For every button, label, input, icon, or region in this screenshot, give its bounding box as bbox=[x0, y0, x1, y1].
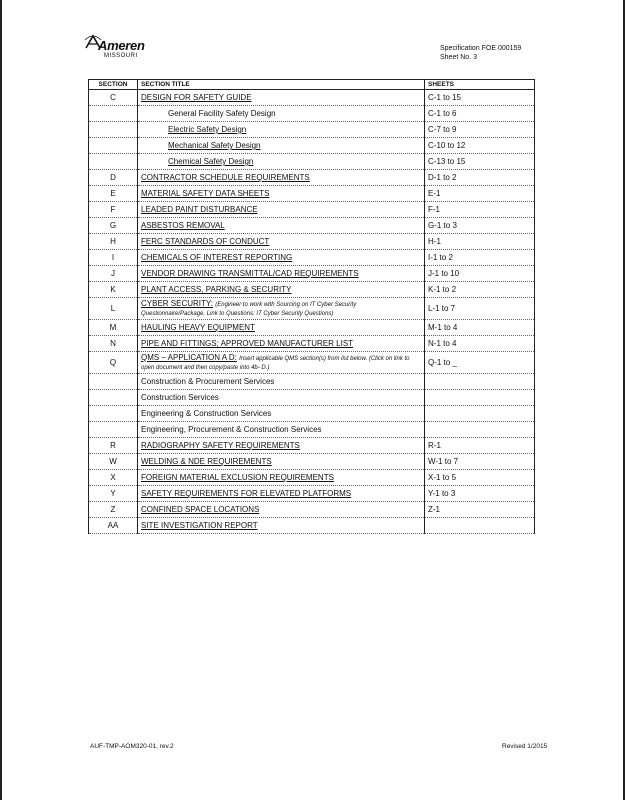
row-sheets: I-1 to 2 bbox=[425, 250, 535, 266]
header-sheets: SHEETS bbox=[425, 80, 535, 90]
row-section: AA bbox=[89, 518, 138, 534]
row-section: X bbox=[89, 470, 138, 486]
row-sheets: H-1 bbox=[425, 234, 535, 250]
row-title-link[interactable]: Construction Services bbox=[138, 390, 425, 406]
footer-form-id: AUF-TMP-AOM320-01, rev.2 bbox=[90, 743, 174, 750]
table-row bbox=[89, 298, 535, 320]
row-section: C bbox=[89, 90, 138, 106]
table-row bbox=[89, 218, 535, 234]
row-sheets: K-1 to 2 bbox=[425, 282, 535, 298]
row-title-link[interactable]: CHEMICALS OF INTEREST REPORTING bbox=[138, 250, 425, 266]
row-section bbox=[89, 106, 138, 122]
table-row bbox=[89, 320, 535, 336]
table-row bbox=[89, 374, 535, 390]
row-sheets: G-1 to 3 bbox=[425, 218, 535, 234]
row-section: I bbox=[89, 250, 138, 266]
row-section: M bbox=[89, 320, 138, 336]
row-section: F bbox=[89, 202, 138, 218]
row-title-link[interactable]: CONTRACTOR SCHEDULE REQUIREMENTS bbox=[138, 170, 425, 186]
table-row bbox=[89, 352, 535, 374]
row-sheets: L-1 to 7 bbox=[425, 298, 535, 320]
row-section: R bbox=[89, 438, 138, 454]
row-title-link[interactable]: MATERIAL SAFETY DATA SHEETS bbox=[138, 186, 425, 202]
row-title-link[interactable]: ASBESTOS REMOVAL bbox=[138, 218, 425, 234]
row-sheets: C-1 to 15 bbox=[425, 90, 535, 106]
table-row bbox=[89, 454, 535, 470]
logo-sub: MISSOURI bbox=[104, 53, 138, 59]
row-title-link[interactable]: RADIOGRAPHY SAFETY REQUIREMENTS bbox=[138, 438, 425, 454]
row-section bbox=[89, 422, 138, 438]
row-section: E bbox=[89, 186, 138, 202]
table-row bbox=[89, 122, 535, 138]
row-sheets bbox=[425, 422, 535, 438]
row-sheets: W-1 to 7 bbox=[425, 454, 535, 470]
row-sheets: Z-1 bbox=[425, 502, 535, 518]
table-row bbox=[89, 90, 535, 106]
table-row bbox=[89, 390, 535, 406]
row-section: K bbox=[89, 282, 138, 298]
row-title-link[interactable]: HAULING HEAVY EQUIPMENT bbox=[138, 320, 425, 336]
row-sheets: C-10 to 12 bbox=[425, 138, 535, 154]
logo-name: Ameren bbox=[98, 38, 145, 53]
row-title-link[interactable]: DESIGN FOR SAFETY GUIDE bbox=[138, 90, 425, 106]
row-section: N bbox=[89, 336, 138, 352]
row-sheets bbox=[425, 390, 535, 406]
row-sheets bbox=[425, 374, 535, 390]
row-sheets: F-1 bbox=[425, 202, 535, 218]
sheet-label: Sheet No. 3 bbox=[440, 54, 477, 61]
table-row bbox=[89, 486, 535, 502]
row-title-link[interactable]: FERC STANDARDS OF CONDUCT bbox=[138, 234, 425, 250]
row-sheets: M-1 to 4 bbox=[425, 320, 535, 336]
table-row bbox=[89, 234, 535, 250]
row-title-link[interactable]: FOREIGN MATERIAL EXCLUSION REQUIREMENTS bbox=[138, 470, 425, 486]
row-title-link[interactable]: Engineering & Construction Services bbox=[138, 406, 425, 422]
row-sheets bbox=[425, 518, 535, 534]
row-title-link[interactable]: LEADED PAINT DISTURBANCE bbox=[138, 202, 425, 218]
table-row bbox=[89, 438, 535, 454]
table-row bbox=[89, 106, 535, 122]
row-title-link[interactable] bbox=[138, 298, 425, 320]
row-section: Q bbox=[89, 352, 138, 374]
row-section: Y bbox=[89, 486, 138, 502]
header-section: SECTION bbox=[89, 80, 138, 90]
row-sheets: N-1 to 4 bbox=[425, 336, 535, 352]
table-row bbox=[89, 138, 535, 154]
table-row bbox=[89, 422, 535, 438]
table-row bbox=[89, 170, 535, 186]
row-title-link[interactable]: Engineering, Procurement & Construction Services bbox=[138, 422, 425, 438]
table-row bbox=[89, 518, 535, 534]
row-section bbox=[89, 122, 138, 138]
row-section bbox=[89, 390, 138, 406]
toc-header-row bbox=[89, 80, 535, 90]
row-title-link[interactable]: PLANT ACCESS, PARKING & SECURITY bbox=[138, 282, 425, 298]
spec-block bbox=[440, 44, 521, 62]
row-sheets: Y-1 to 3 bbox=[425, 486, 535, 502]
toc-body bbox=[89, 90, 535, 534]
table-row bbox=[89, 336, 535, 352]
header-title: SECTION TITLE bbox=[138, 80, 425, 90]
table-row bbox=[89, 154, 535, 170]
row-title-link[interactable]: WELDING & NDE REQUIREMENTS bbox=[138, 454, 425, 470]
row-section bbox=[89, 154, 138, 170]
row-sheets: J-1 to 10 bbox=[425, 266, 535, 282]
row-section: H bbox=[89, 234, 138, 250]
table-row bbox=[89, 202, 535, 218]
row-section: W bbox=[89, 454, 138, 470]
spec-label: Specification FOE 000159 bbox=[440, 45, 522, 52]
row-title-link[interactable]: SITE INVESTIGATION REPORT bbox=[138, 518, 425, 534]
row-sheets: C-7 to 9 bbox=[425, 122, 535, 138]
row-title-link[interactable]: VENDOR DRAWING TRANSMITTAL/CAD REQUIREMENTS bbox=[138, 266, 425, 282]
table-row bbox=[89, 266, 535, 282]
table-row bbox=[89, 186, 535, 202]
row-title-note: Insert applicable QMS section(s) from list below. (Click on link to open document and then copy/paste into 4b- D.) bbox=[141, 355, 410, 371]
row-title-link[interactable]: SAFETY REQUIREMENTS FOR ELEVATED PLATFORMS bbox=[138, 486, 425, 502]
row-title-note: (Engineer to work with Sourcing on IT Cyber Security Questionnaire/Package. Link to Questions: IT Cyber Security Questions) bbox=[141, 301, 357, 317]
row-sheets: C-13 to 15 bbox=[425, 154, 535, 170]
table-row bbox=[89, 250, 535, 266]
row-title-link[interactable]: Chemical Safety Design bbox=[138, 154, 425, 170]
ameren-logo bbox=[84, 34, 164, 68]
row-title-link[interactable] bbox=[138, 352, 425, 374]
row-title-link[interactable]: Electric Safety Design bbox=[138, 122, 425, 138]
page-left-edge bbox=[0, 0, 2, 800]
row-section: D bbox=[89, 170, 138, 186]
table-row bbox=[89, 282, 535, 298]
table-row bbox=[89, 406, 535, 422]
row-sheets: E-1 bbox=[425, 186, 535, 202]
row-sheets: C-1 to 6 bbox=[425, 106, 535, 122]
row-section bbox=[89, 374, 138, 390]
row-title-link[interactable]: Construction & Procurement Services bbox=[138, 374, 425, 390]
row-section: G bbox=[89, 218, 138, 234]
table-row bbox=[89, 470, 535, 486]
row-sheets bbox=[425, 406, 535, 422]
row-sheets: R-1 bbox=[425, 438, 535, 454]
toc-table bbox=[88, 79, 535, 534]
table-row bbox=[89, 502, 535, 518]
row-section: J bbox=[89, 266, 138, 282]
row-title-link[interactable]: Mechanical Safety Design bbox=[138, 138, 425, 154]
row-title-link[interactable]: PIPE AND FITTINGS; APPROVED MANUFACTURER LIST bbox=[138, 336, 425, 352]
row-sheets: Q-1 to _ bbox=[425, 352, 535, 374]
row-title-main[interactable]: QMS – APPLICATION A D: bbox=[141, 352, 237, 362]
row-title-link[interactable]: General Facility Safety Design bbox=[138, 106, 425, 122]
footer-revised: Revised 1/2015 bbox=[502, 743, 548, 750]
row-section: L bbox=[89, 298, 138, 320]
row-section: Z bbox=[89, 502, 138, 518]
row-sheets: X-1 to 5 bbox=[425, 470, 535, 486]
row-title-main[interactable]: CYBER SECURITY: bbox=[141, 298, 214, 308]
row-section bbox=[89, 406, 138, 422]
row-sheets: D-1 to 2 bbox=[425, 170, 535, 186]
row-section bbox=[89, 138, 138, 154]
row-title-link[interactable]: CONFINED SPACE LOCATIONS bbox=[138, 502, 425, 518]
